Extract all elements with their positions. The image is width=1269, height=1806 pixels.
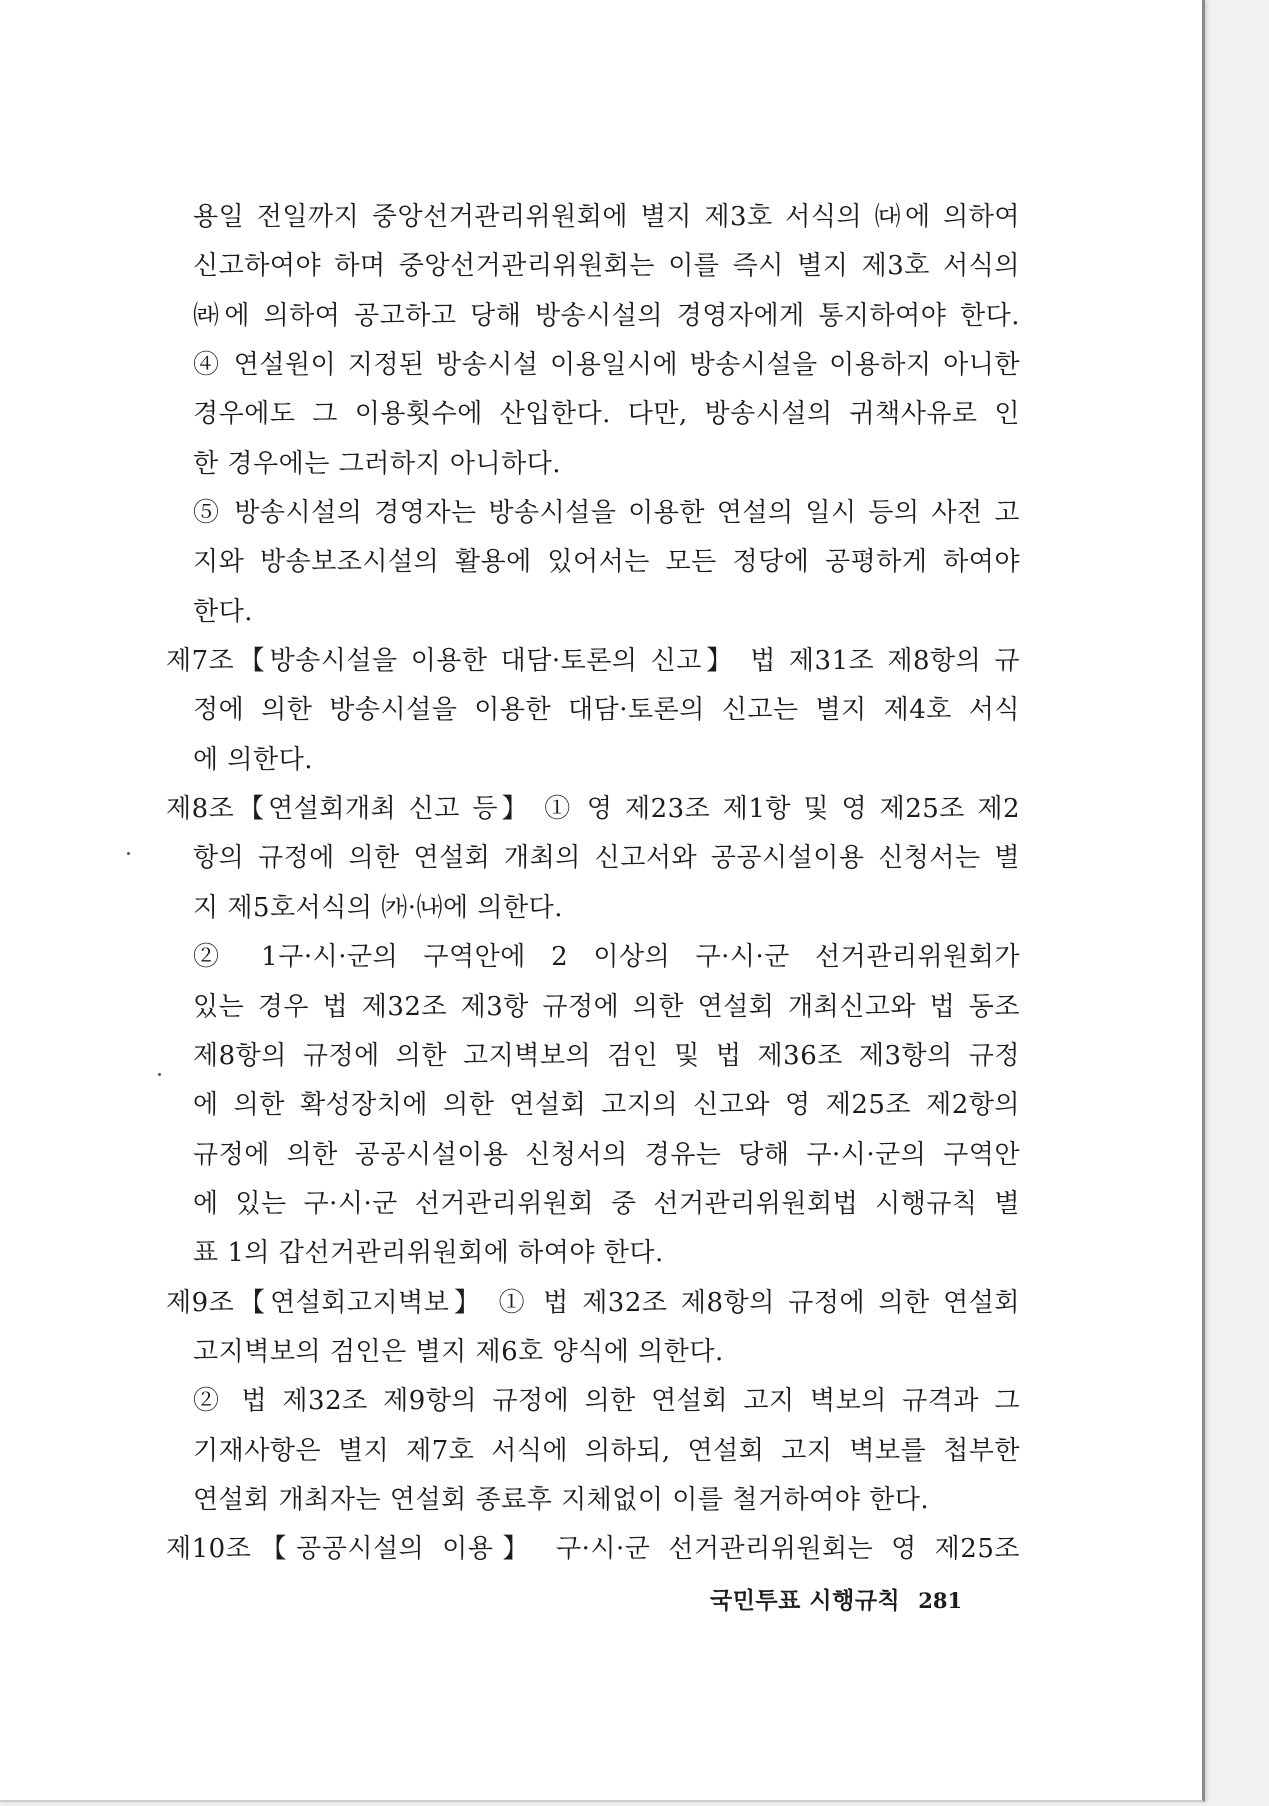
- text-line: 지와 방송보조시설의 활용에 있어서는 모든 정당에 공평하게 하여야: [193, 547, 1020, 578]
- text-line: 경우에도 그 이용횟수에 산입한다. 다만, 방송시설의 귀책사유로 인: [193, 399, 1020, 430]
- article-heading-7: 제7조【방송시설을 이용한 대담·토론의 신고】 법 제31조 제8항의 규: [166, 646, 1020, 677]
- text-line: ② 법 제32조 제9항의 규정에 의한 연설회 고지 벽보의 규격과 그: [193, 1386, 1020, 1417]
- text-line: ④ 연설원이 지정된 방송시설 이용일시에 방송시설을 이용하지 아니한: [193, 350, 1020, 381]
- text-line: 표 1의 갑선거관리위원회에 하여야 한다.: [193, 1238, 664, 1269]
- text-line: ② 1구·시·군의 구역안에 2 이상의 구·시·군 선거관리위원회가: [193, 942, 1020, 973]
- text-line: 규정에 의한 공공시설이용 신청서의 경유는 당해 구·시·군의 구역안: [193, 1139, 1020, 1170]
- scan-speck: [158, 1073, 161, 1076]
- running-title: 국민투표 시행규칙: [710, 1588, 901, 1614]
- text-line: ㈑에 의하여 공고하고 당해 방송시설의 경영자에게 통지하여야 한다.: [193, 300, 1020, 331]
- page-footer: [710, 1582, 962, 1615]
- text-line: ⑤ 방송시설의 경영자는 방송시설을 이용한 연설의 일시 등의 사전 고: [193, 498, 1020, 529]
- text-line: 용일 전일까지 중앙선거관리위원회에 별지 제3호 서식의 ㈐에 의하여: [193, 202, 1020, 232]
- article-heading-9: 제9조【연설회고지벽보】 ① 법 제32조 제8항의 규정에 의한 연설회: [166, 1287, 1020, 1318]
- article-heading-10: 제10조【공공시설의 이용】 구·시·군 선거관리위원회는 영 제25조: [166, 1534, 1020, 1565]
- text-line: 있는 경우 법 제32조 제3항 규정에 의한 연설회 개최신고와 법 동조: [193, 991, 1020, 1022]
- text-line: 신고하여야 하며 중앙선거관리위원회는 이를 즉시 별지 제3호 서식의: [193, 251, 1020, 282]
- text-line: 제8항의 규정에 의한 고지벽보의 검인 및 법 제36조 제3항의 규정: [193, 1040, 1020, 1071]
- text-line: 정에 의한 방송시설을 이용한 대담·토론의 신고는 별지 제4호 서식: [193, 695, 1020, 726]
- text-line: 연설회 개최자는 연설회 종료후 지체없이 이를 철거하여야 한다.: [193, 1484, 930, 1515]
- page-number: 281: [918, 1588, 963, 1613]
- text-line: 에 의한 확성장치에 의한 연설회 고지의 신고와 영 제25조 제2항의: [193, 1090, 1020, 1121]
- text-line: 기재사항은 별지 제7호 서식에 의하되, 연설회 고지 벽보를 첩부한: [193, 1435, 1020, 1466]
- text-line: 항의 규정에 의한 연설회 개최의 신고서와 공공시설이용 신청서는 별: [193, 843, 1020, 874]
- text-line: 고지벽보의 검인은 별지 제6호 양식에 의한다.: [193, 1336, 724, 1367]
- text-line: 한 경우에는 그러하지 아니하다.: [193, 448, 562, 479]
- scan-speck: [127, 852, 130, 855]
- text-line: 에 의한다.: [193, 744, 313, 775]
- article-heading-8: 제8조【연설회개최 신고 등】 ① 영 제23조 제1항 및 영 제25조 제2: [166, 794, 1020, 825]
- body-text: [160, 193, 1020, 1575]
- text-line: 에 있는 구·시·군 선거관리위원회 중 선거관리위원회법 시행규칙 별: [193, 1188, 1020, 1219]
- text-line: 한다.: [193, 596, 253, 627]
- text-line: 지 제5호서식의 ㈎·㈏에 의한다.: [193, 892, 564, 923]
